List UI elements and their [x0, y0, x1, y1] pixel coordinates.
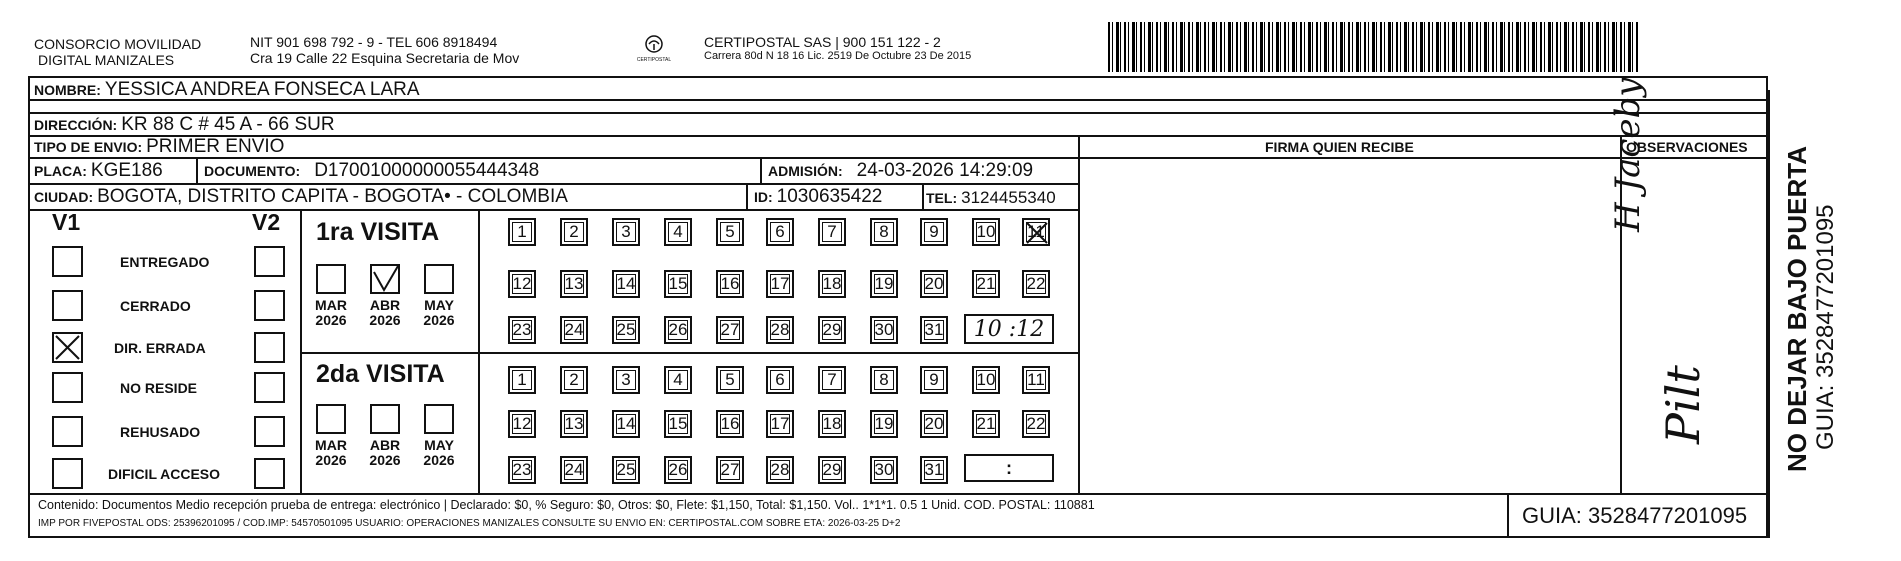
tipo-envio-row: [34, 136, 284, 158]
day-number: 11: [1027, 222, 1045, 241]
nit-line-1: NIT 901 698 792 - 9 - TEL 606 8918494: [250, 34, 498, 50]
checkmark-icon: [370, 264, 400, 294]
day-box[interactable]: [716, 316, 744, 344]
observaciones-header: OBSERVACIONES: [1626, 139, 1748, 155]
day-number: 22: [1026, 274, 1046, 293]
day-number: 3: [621, 370, 631, 389]
nit-line-2: Cra 19 Calle 22 Esquina Secretaria de Mov: [250, 50, 520, 66]
day-number: 28: [770, 320, 790, 339]
day-number: 5: [725, 222, 735, 241]
day-box[interactable]: [508, 366, 536, 394]
admision-label: ADMISIÓN:: [768, 163, 843, 179]
day-number: 23: [512, 320, 532, 339]
admision-field: [768, 160, 1033, 182]
direccion-row: [34, 114, 335, 136]
day-number: 20: [924, 274, 944, 293]
day-number: 19: [874, 414, 894, 433]
status-label: DIFICIL ACCESO: [108, 466, 221, 482]
placa-label: PLACA:: [34, 163, 87, 179]
v1-checkbox[interactable]: [52, 332, 83, 363]
status-label: REHUSADO: [120, 424, 201, 440]
day-box[interactable]: [508, 456, 536, 484]
tipo-envio-value: PRIMER ENVIO: [146, 136, 285, 157]
day-box[interactable]: [612, 316, 640, 344]
day-number: 3: [621, 222, 631, 241]
day-box[interactable]: [972, 270, 1000, 298]
day-box[interactable]: [972, 410, 1000, 438]
tel-field: [926, 188, 1056, 208]
day-box[interactable]: [818, 456, 846, 484]
barcode: [1108, 22, 1640, 72]
day-number: 26: [668, 460, 688, 479]
day-number: 13: [564, 274, 584, 293]
day-number: 22: [1026, 414, 1046, 433]
month-label: MAY 2026: [423, 297, 455, 328]
consortium-nit: [250, 34, 519, 66]
direccion-value: KR 88 C # 45 A - 66 SUR: [121, 114, 335, 135]
day-number: 2: [569, 370, 579, 389]
v2-checkbox[interactable]: [254, 246, 285, 277]
day-box[interactable]: [664, 410, 692, 438]
day-number: 10: [976, 370, 996, 389]
day-number: 11: [1027, 370, 1045, 389]
month-checkbox[interactable]: [316, 404, 346, 434]
firma-header: FIRMA QUIEN RECIBE: [1265, 139, 1414, 155]
second-visit-title: 2da VISITA: [316, 360, 445, 388]
certipostal-info: [704, 34, 971, 63]
day-box[interactable]: [1022, 410, 1050, 438]
day-box[interactable]: [870, 316, 898, 344]
day-box[interactable]: [560, 270, 588, 298]
id-label: ID:: [754, 189, 773, 205]
day-box[interactable]: [870, 456, 898, 484]
day-number: 17: [770, 274, 790, 293]
admision-value: 24-03-2026 14:29:09: [856, 160, 1034, 181]
direccion-label: DIRECCIÓN:: [34, 117, 118, 133]
id-field: [754, 186, 882, 208]
day-number: 7: [827, 370, 837, 389]
day-box[interactable]: [870, 218, 898, 246]
footer-content: Contenido: Documentos Medio recepción prueba de entrega: electrónico | Declarado: $0, % Seguro: $0, Otros: $0, Flete: $1,150, Total: $1,150. Vol.. 1*1*1. 0.5 1 Unid. COD. POSTAL: 110881: [38, 498, 1095, 512]
no-dejar-label: NO DEJAR BAJO PUERTA: [1782, 145, 1812, 472]
consortium-line-1: CONSORCIO MOVILIDAD: [34, 36, 202, 52]
day-number: 16: [720, 414, 740, 433]
day-box[interactable]: [920, 316, 948, 344]
day-box[interactable]: [664, 366, 692, 394]
day-number: 2: [569, 222, 579, 241]
day-number: 14: [616, 274, 636, 293]
month-label: MAY 2026: [423, 437, 455, 468]
consortium-name: [34, 36, 201, 68]
day-box[interactable]: [766, 270, 794, 298]
v1-checkbox[interactable]: [52, 246, 83, 277]
second-visit-time: :: [964, 454, 1054, 482]
v2-checkbox[interactable]: [254, 332, 285, 363]
day-box[interactable]: [818, 410, 846, 438]
day-number: 4: [673, 222, 683, 241]
logo-caption: CERTIPOSTAL: [636, 57, 672, 63]
documento-value: D17001000000055444348: [314, 160, 540, 181]
day-box[interactable]: [716, 366, 744, 394]
ciudad-label: CIUDAD:: [34, 189, 94, 205]
day-number: 1: [517, 370, 527, 389]
status-label: DIR. ERRADA: [114, 340, 206, 356]
day-number: 25: [616, 460, 636, 479]
day-box[interactable]: [612, 270, 640, 298]
day-number: 14: [616, 414, 636, 433]
day-box[interactable]: [766, 316, 794, 344]
day-number: 9: [929, 222, 939, 241]
day-number: 29: [822, 320, 842, 339]
day-box[interactable]: [870, 410, 898, 438]
consortium-line-2: DIGITAL MANIZALES: [38, 52, 175, 68]
v1-header: V1: [52, 209, 81, 235]
observacion-handwriting: H Jaceby: [1608, 77, 1648, 232]
day-box[interactable]: [766, 456, 794, 484]
day-number: 6: [775, 222, 785, 241]
v1-checkbox[interactable]: [52, 458, 83, 489]
day-number: 15: [668, 414, 688, 433]
day-box[interactable]: [1022, 270, 1050, 298]
v2-checkbox[interactable]: [254, 290, 285, 321]
day-box[interactable]: [870, 270, 898, 298]
day-box[interactable]: [818, 218, 846, 246]
day-box[interactable]: [818, 366, 846, 394]
placa-value: KGE186: [90, 160, 163, 181]
day-number: 31: [924, 320, 944, 339]
day-box[interactable]: [766, 366, 794, 394]
month-checkbox[interactable]: [370, 264, 400, 294]
day-box[interactable]: [920, 366, 948, 394]
day-box[interactable]: [664, 316, 692, 344]
status-label: NO RESIDE: [120, 380, 198, 396]
nombre-value: YESSICA ANDREA FONSECA LARA: [104, 79, 420, 100]
x-check-icon: [1024, 220, 1050, 246]
x-check-icon: [54, 334, 81, 361]
day-box[interactable]: [612, 218, 640, 246]
day-number: 19: [874, 274, 894, 293]
status-label: ENTREGADO: [120, 254, 210, 270]
day-box[interactable]: [560, 410, 588, 438]
certipostal-logo: [634, 34, 674, 63]
day-number: 8: [879, 222, 889, 241]
placa-field: [34, 160, 163, 182]
day-box[interactable]: [870, 366, 898, 394]
nombre-row: [34, 79, 420, 101]
documento-field: [204, 160, 539, 182]
day-number: 29: [822, 460, 842, 479]
frame-shadow: [1768, 90, 1770, 538]
day-box[interactable]: [508, 270, 536, 298]
status-label: CERRADO: [120, 298, 191, 314]
v2-checkbox[interactable]: [254, 416, 285, 447]
day-box[interactable]: [560, 316, 588, 344]
day-number: 8: [879, 370, 889, 389]
day-number: 27: [720, 460, 740, 479]
day-box[interactable]: [920, 410, 948, 438]
day-box[interactable]: [818, 316, 846, 344]
day-box[interactable]: [716, 456, 744, 484]
month-label: MAR 2026: [315, 437, 347, 468]
v2-checkbox[interactable]: [254, 372, 285, 403]
day-box[interactable]: [508, 218, 536, 246]
tel-label: TEL:: [926, 190, 958, 206]
month-label: MAR 2026: [315, 297, 347, 328]
day-box[interactable]: [1022, 366, 1050, 394]
day-number: 18: [822, 414, 842, 433]
first-visit-title: 1ra VISITA: [316, 218, 440, 246]
certipostal-logo-icon: [644, 34, 664, 54]
day-number: 25: [616, 320, 636, 339]
day-number: 13: [564, 414, 584, 433]
v2-checkbox[interactable]: [254, 458, 285, 489]
id-value: 1030635422: [776, 186, 883, 207]
day-box[interactable]: [920, 456, 948, 484]
ciudad-field: [34, 186, 568, 208]
month-checkbox[interactable]: [424, 264, 454, 294]
v1-checkbox[interactable]: [52, 290, 83, 321]
day-number: 17: [770, 414, 790, 433]
day-number: 16: [720, 274, 740, 293]
day-box[interactable]: [560, 366, 588, 394]
day-number: 26: [668, 320, 688, 339]
day-box[interactable]: [508, 410, 536, 438]
day-box[interactable]: [612, 456, 640, 484]
footer-guia: GUIA: 3528477201095: [1522, 503, 1748, 528]
day-number: 30: [874, 460, 894, 479]
day-box[interactable]: [664, 218, 692, 246]
day-number: 20: [924, 414, 944, 433]
day-box[interactable]: [716, 410, 744, 438]
day-box[interactable]: [612, 366, 640, 394]
day-box[interactable]: [920, 270, 948, 298]
month-label: ABR 2026: [369, 437, 401, 468]
side-guia: GUIA: 3528477201095: [1812, 204, 1839, 450]
day-number: 12: [512, 414, 532, 433]
day-box[interactable]: [972, 366, 1000, 394]
day-box[interactable]: [664, 270, 692, 298]
day-box[interactable]: [664, 456, 692, 484]
v1-checkbox[interactable]: [52, 372, 83, 403]
day-number: 27: [720, 320, 740, 339]
day-box[interactable]: [560, 218, 588, 246]
first-visit-time: 10 :12: [964, 314, 1054, 344]
day-box[interactable]: [766, 410, 794, 438]
day-box[interactable]: [716, 270, 744, 298]
nombre-label: NOMBRE:: [34, 82, 101, 98]
day-box[interactable]: [716, 218, 744, 246]
day-number: 12: [512, 274, 532, 293]
month-checkbox[interactable]: [424, 404, 454, 434]
v1-checkbox[interactable]: [52, 416, 83, 447]
footer-imp: IMP POR FIVEPOSTAL ODS: 25396201095 / COD.IMP: 54570501095 USUARIO: OPERACIONES MANIZALES CONSULTE SU ENVIO EN: CERTIPOSTAL.COM SOBRE ETA: 2026-03-25 D+2: [38, 518, 901, 529]
day-box[interactable]: [972, 218, 1000, 246]
month-checkbox[interactable]: [370, 404, 400, 434]
ciudad-value: BOGOTA, DISTRITO CAPITA - BOGOTA• - COLOMBIA: [97, 186, 568, 207]
day-number: 10: [976, 222, 996, 241]
day-box[interactable]: [920, 218, 948, 246]
form-frame: [28, 76, 1768, 538]
day-number: 6: [775, 370, 785, 389]
day-number: 24: [564, 460, 584, 479]
month-checkbox[interactable]: [316, 264, 346, 294]
certipostal-line-1: CERTIPOSTAL SAS | 900 151 122 - 2: [704, 34, 941, 50]
documento-label: DOCUMENTO:: [204, 163, 301, 179]
day-box[interactable]: [612, 410, 640, 438]
day-box[interactable]: [818, 270, 846, 298]
day-number: 21: [976, 414, 996, 433]
firma-handwriting: Pilt: [1656, 365, 1710, 444]
v2-header: V2: [252, 209, 281, 235]
month-label: ABR 2026: [369, 297, 401, 328]
tipo-envio-label: TIPO DE ENVIO:: [34, 139, 143, 155]
day-box[interactable]: [560, 456, 588, 484]
day-number: 24: [564, 320, 584, 339]
day-number: 4: [673, 370, 683, 389]
day-box[interactable]: [766, 218, 794, 246]
day-number: 30: [874, 320, 894, 339]
day-number: 21: [976, 274, 996, 293]
day-number: 1: [517, 222, 527, 241]
day-number: 28: [770, 460, 790, 479]
day-number: 9: [929, 370, 939, 389]
tel-value: 3124455340: [961, 188, 1056, 207]
day-number: 5: [725, 370, 735, 389]
day-number: 15: [668, 274, 688, 293]
day-number: 7: [827, 222, 837, 241]
day-box[interactable]: [508, 316, 536, 344]
day-number: 18: [822, 274, 842, 293]
day-box[interactable]: [1022, 218, 1050, 246]
day-number: 31: [924, 460, 944, 479]
certipostal-line-2: Carrera 80d N 18 16 Lic. 2519 De Octubre 23 De 2015: [704, 50, 972, 62]
day-number: 23: [512, 460, 532, 479]
